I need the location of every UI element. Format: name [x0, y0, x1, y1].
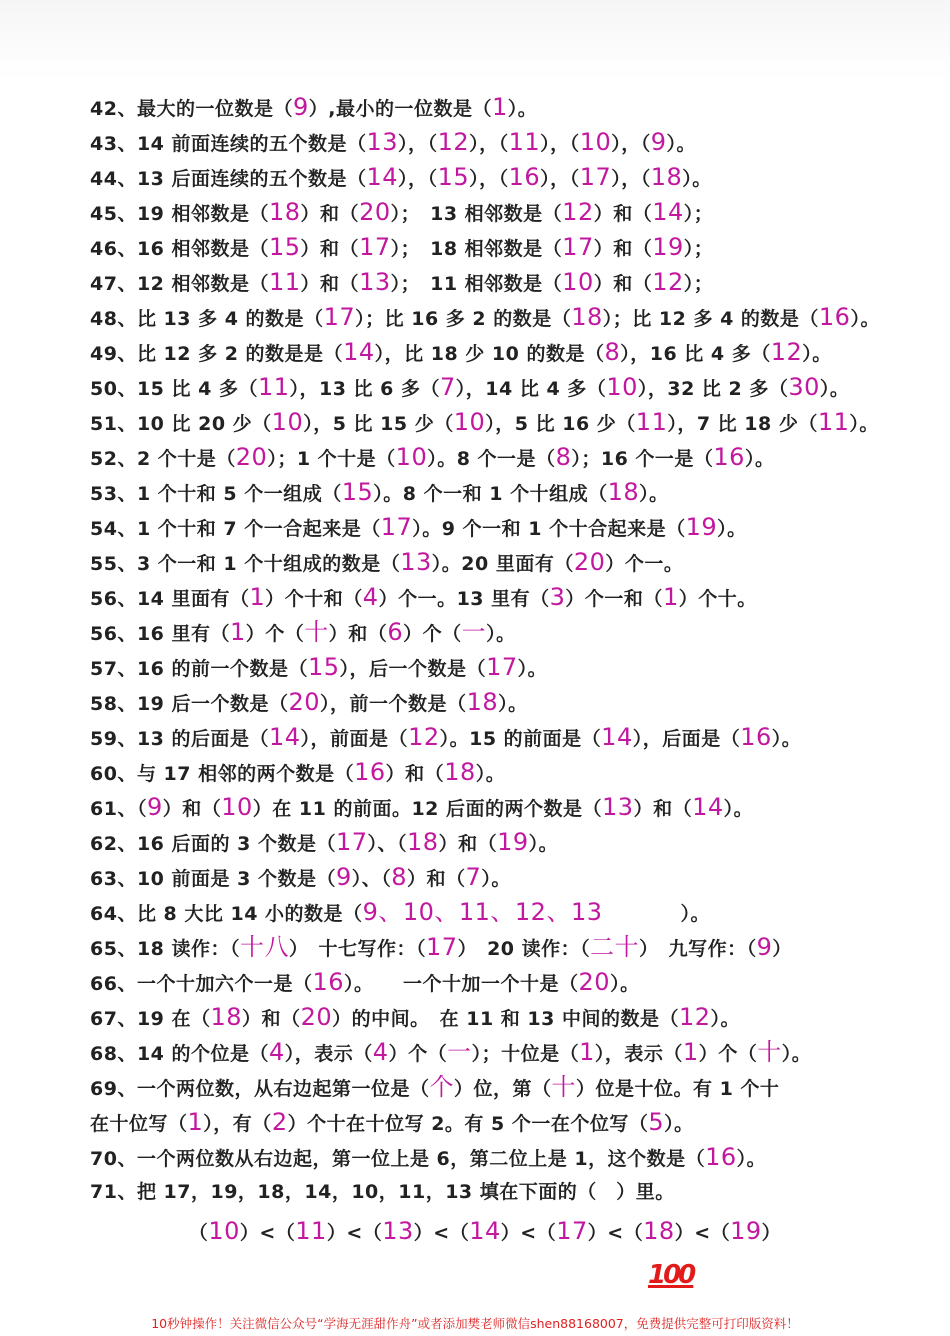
exercise-line — [90, 580, 880, 615]
handwritten-answer: 10 — [271, 408, 304, 436]
exercise-line — [90, 300, 880, 335]
handwritten-answer: 15 — [341, 478, 374, 506]
handwritten-answer: 3 — [549, 583, 566, 611]
exercise-line — [90, 965, 880, 1000]
handwritten-answer: 17 — [579, 163, 612, 191]
question-text: ），（ — [611, 168, 651, 190]
handwritten-answer: 10 — [395, 443, 428, 471]
handwritten-answer: 十 — [304, 618, 329, 646]
handwritten-answer: 10 — [562, 268, 594, 296]
question-text: ），14 比 4 多（ — [455, 378, 607, 400]
handwritten-answer: 19 — [730, 1217, 762, 1245]
question-text: ）。15 的前面是（ — [439, 728, 602, 750]
handwritten-answer: 6 — [387, 618, 404, 646]
question-text: ）和（ — [300, 238, 360, 260]
handwritten-answer: 13 — [382, 1217, 414, 1245]
question-text: ），32 比 2 多（ — [637, 378, 789, 400]
handwritten-answer: 14 — [366, 163, 399, 191]
question-text: ）个一。 — [605, 553, 684, 575]
question-text: 66、一个十加六个一是（ — [90, 973, 313, 995]
question-text: ）； — [683, 238, 714, 260]
question-text: ）<（ — [500, 1222, 557, 1244]
handwritten-answer: 13 — [602, 793, 634, 821]
handwritten-answer: 9 — [650, 128, 667, 156]
question-text: ）。 — [682, 168, 712, 190]
handwritten-answer: 14 — [469, 1217, 501, 1245]
handwritten-answer: 19 — [652, 233, 684, 261]
question-text: ），16 比 4 多（ — [620, 343, 771, 365]
question-text: ）。 一个十加一个十是（ — [344, 973, 579, 995]
handwritten-answer: 12 — [652, 268, 684, 296]
handwritten-answer: 12 — [770, 338, 803, 366]
handwritten-answer: 17 — [556, 1217, 588, 1245]
handwritten-answer: 14 — [692, 793, 724, 821]
question-text: ）。 — [666, 133, 697, 155]
handwritten-answer: 10 — [606, 373, 638, 401]
question-text: ），（ — [540, 168, 580, 190]
question-text: ）个（ — [403, 623, 462, 645]
handwritten-answer: 12 — [678, 1003, 711, 1031]
handwritten-answer: 17 — [335, 828, 368, 856]
question-text: 62、16 后面的 3 个数是（ — [90, 833, 336, 855]
question-text: ）；比 16 多 2 的数是（ — [355, 308, 572, 330]
question-text: ）。 — [819, 378, 850, 400]
handwritten-answer: 一 — [461, 618, 487, 646]
exercise-line — [90, 160, 880, 195]
question-text: ）和（ — [328, 623, 388, 645]
handwritten-answer: 个 — [429, 1073, 454, 1101]
question-text: ）；比 12 多 4 的数是（ — [602, 308, 819, 330]
handwritten-answer: 18 — [643, 1217, 675, 1245]
question-text: ）。 — [850, 308, 880, 330]
handwritten-answer: 11 — [295, 1217, 327, 1245]
question-text: 59、13 的后面是（ — [90, 728, 269, 750]
exercise-line — [90, 1140, 880, 1175]
question-text: ），13 比 6 多（ — [289, 378, 441, 400]
question-text: ）； — [683, 273, 714, 295]
question-text: ），5 比 15 少（ — [303, 413, 454, 435]
question-text: ），比 18 少 10 的数是（ — [374, 343, 605, 365]
handwritten-answer: 17 — [486, 653, 518, 681]
question-text: ）。 — [710, 1008, 741, 1030]
question-text: 56、14 里面有（ — [90, 588, 250, 610]
question-text: ）。8 个一是（ — [427, 448, 556, 470]
question-text: ）和（ — [300, 203, 360, 225]
question-text: ）位是十位。有 1 个十 — [575, 1078, 780, 1100]
question-text: ）。 — [639, 483, 669, 505]
question-text: ）。 — [723, 798, 754, 820]
question-text: ）和（ — [593, 238, 653, 260]
question-text: ）； 13 相邻数是（ — [390, 203, 563, 225]
question-text: ）；1 个十是（ — [267, 448, 396, 470]
exercise-line — [90, 125, 880, 160]
question-text: ）和（ — [633, 798, 693, 820]
handwritten-answer: 1 — [579, 1038, 595, 1066]
handwritten-answer: 18 — [466, 688, 499, 716]
question-text: ）个一。13 里有（ — [378, 588, 550, 610]
handwritten-answer: 10 — [579, 128, 612, 156]
handwritten-answer: 7 — [440, 373, 456, 401]
question-text: ）。 — [771, 728, 802, 750]
handwritten-answer: 18 — [269, 198, 301, 226]
question-text: ）在 11 的前面。12 后面的两个数是（ — [252, 798, 603, 820]
handwritten-answer: 19 — [685, 513, 718, 541]
handwritten-answer: 14 — [269, 723, 301, 751]
handwritten-answer: 7 — [465, 863, 482, 891]
handwritten-answer: 14 — [652, 198, 684, 226]
handwritten-answer: 11 — [508, 128, 541, 156]
handwritten-answer: 1 — [682, 1038, 699, 1066]
question-text: ），（ — [469, 133, 509, 155]
handwritten-answer: 一 — [447, 1038, 472, 1066]
exercise-line — [90, 860, 880, 895]
handwritten-answer: 18 — [607, 478, 640, 506]
handwritten-answer: 20 — [573, 548, 606, 576]
handwritten-answer: 11 — [817, 408, 850, 436]
question-text: ）的中间。 在 11 和 13 中间的数是（ — [332, 1008, 679, 1030]
question-text: 57、16 的前一个数是（ — [90, 658, 308, 680]
question-text: ），（ — [611, 133, 651, 155]
exercise-line — [90, 930, 880, 965]
question-text: （ — [188, 1222, 209, 1244]
exercise-line — [90, 720, 880, 755]
question-text: ），后一个数是（ — [339, 658, 487, 680]
question-text: ）。 — [517, 658, 548, 680]
question-text: ）位，第（ — [453, 1078, 552, 1100]
question-text: 69、一个两位数，从右边起第一位是（ — [90, 1078, 430, 1100]
question-text: 63、10 前面是 3 个数是（ — [90, 868, 336, 890]
exercise-line — [90, 650, 880, 685]
exercise-line — [90, 90, 880, 125]
handwritten-answer: 30 — [788, 373, 820, 401]
question-text: 52、2 个十是（ — [90, 448, 236, 470]
question-text: ），前面是（ — [300, 728, 409, 750]
handwritten-answer: 17 — [359, 233, 391, 261]
handwritten-answer: 11 — [635, 408, 668, 436]
handwritten-answer: 4 — [362, 583, 379, 611]
handwritten-answer: 8 — [555, 443, 572, 471]
handwritten-answer: 20 — [359, 198, 391, 226]
exercise-line — [90, 195, 880, 230]
handwritten-answer: 20 — [300, 1003, 333, 1031]
exercise-line — [90, 1035, 880, 1070]
exercise-line — [90, 405, 880, 440]
question-text: 65、18 读作：（ — [90, 938, 240, 960]
question-text: ），5 比 16 少（ — [485, 413, 636, 435]
question-text: ）。 — [744, 448, 775, 470]
question-text: ）。 — [507, 98, 538, 120]
question-text: ）。9 个一和 1 个十合起来是（ — [412, 518, 686, 540]
question-text: 56、16 里有（ — [90, 623, 230, 645]
question-text: ）。 — [528, 833, 559, 855]
question-text: ）和（ — [300, 273, 360, 295]
handwritten-answer: 11 — [269, 268, 301, 296]
exercise-line — [90, 370, 880, 405]
question-text: ）。8 个一和 1 个十组成（ — [373, 483, 608, 505]
handwritten-answer: 18 — [407, 828, 439, 856]
handwritten-answer: 十八 — [240, 933, 289, 961]
handwritten-answer: 1 — [249, 583, 266, 611]
handwritten-answer: 9 — [292, 93, 309, 121]
question-text: ）。 — [664, 1113, 694, 1135]
handwritten-answer: 13 — [359, 268, 391, 296]
question-text: 48、比 13 多 4 的数是（ — [90, 308, 324, 330]
question-text: ）； 11 相邻数是（ — [390, 273, 563, 295]
question-text: ），（ — [398, 168, 438, 190]
handwritten-answer: 14 — [601, 723, 633, 751]
handwritten-answer: 1 — [187, 1108, 204, 1136]
handwritten-answer: 1 — [662, 583, 679, 611]
handwritten-answer: 13 — [400, 548, 432, 576]
question-text: ）个（ — [388, 1043, 448, 1065]
exercise-line — [90, 790, 880, 825]
question-text: 61、（ — [90, 798, 147, 820]
question-text: ） — [772, 938, 792, 960]
handwritten-answer: 18 — [210, 1003, 243, 1031]
question-text: ）。 — [849, 413, 879, 435]
question-text: 67、19 在（ — [90, 1008, 211, 1030]
handwritten-answer: 二十 — [590, 933, 640, 961]
handwritten-answer: 10 — [208, 1217, 240, 1245]
handwritten-answer: 19 — [497, 828, 529, 856]
handwritten-answer: 18 — [650, 163, 683, 191]
question-text: ）、（ — [351, 868, 392, 890]
handwritten-answer: 9、10、11、12、13 — [362, 898, 603, 926]
exercise-line — [90, 265, 880, 300]
exercise-line — [90, 545, 880, 580]
question-text: 64、比 8 大比 14 小的数是（ — [90, 903, 363, 925]
handwritten-answer: 17 — [426, 933, 458, 961]
handwritten-answer: 17 — [380, 513, 413, 541]
question-text: 55、3 个一和 1 个十组成的数是（ — [90, 553, 401, 575]
question-text: ）和（ — [385, 763, 445, 785]
question-text: 43、14 前面连续的五个数是（ — [90, 133, 367, 155]
question-text: ） — [761, 1222, 782, 1244]
question-text: ）。 — [486, 623, 516, 645]
question-text: 70、一个两位数从右边起，第一位上是 6，第二位上是 1，这个数是（ — [90, 1148, 706, 1170]
question-text: ）个十在十位写 2。有 5 个一在个位写（ — [287, 1113, 649, 1135]
question-text: ），前一个数是（ — [320, 693, 467, 715]
question-text: ）个（ — [245, 623, 305, 645]
handwritten-answer: 4 — [269, 1038, 285, 1066]
question-text: ）。 — [610, 973, 640, 995]
handwritten-answer: 15 — [437, 163, 470, 191]
question-text: ）； 18 相邻数是（ — [390, 238, 563, 260]
question-text: ）； — [683, 203, 714, 225]
question-text: 71、把 17，19，18，14，10，11，13 填在下面的（ ）里。 — [90, 1181, 675, 1203]
question-text: ）。 — [602, 903, 711, 925]
exercise-line — [90, 615, 880, 650]
question-text: 46、16 相邻数是（ — [90, 238, 269, 260]
handwritten-answer: 12 — [562, 198, 594, 226]
exercise-list — [90, 90, 880, 1249]
question-text: ）。 — [802, 343, 832, 365]
handwritten-answer: 20 — [578, 968, 611, 996]
exercise-line — [90, 440, 880, 475]
question-text: ）<（ — [413, 1222, 470, 1244]
exercise-line — [90, 1105, 880, 1140]
handwritten-answer: 9 — [335, 863, 352, 891]
handwritten-answer: 16 — [508, 163, 541, 191]
question-text: 49、比 12 多 2 的数是是（ — [90, 343, 344, 365]
question-text: ）；十位是（ — [471, 1043, 580, 1065]
question-text: 53、1 个十和 5 个一组成（ — [90, 483, 342, 505]
question-text: ）个一和（ — [565, 588, 663, 610]
question-text: ），（ — [540, 133, 580, 155]
question-text: 68、14 的个位是（ — [90, 1043, 269, 1065]
question-text: ），后面是（ — [632, 728, 741, 750]
question-text: ） 九写作：（ — [639, 938, 757, 960]
question-text: ）。 — [498, 693, 528, 715]
question-text: 在十位写（ — [90, 1113, 188, 1135]
exercise-line — [90, 335, 880, 370]
handwritten-answer: 10 — [221, 793, 253, 821]
question-text: ）。 — [717, 518, 747, 540]
hundred-points-icon: 100 — [648, 1260, 694, 1290]
exercise-line — [90, 895, 880, 930]
question-text: ），（ — [469, 168, 509, 190]
handwritten-answer: 11 — [257, 373, 290, 401]
question-text: ）和（ — [162, 798, 222, 820]
handwritten-answer: 1 — [230, 618, 246, 646]
question-text: ）和（ — [593, 273, 653, 295]
question-text: 51、10 比 20 少（ — [90, 413, 272, 435]
handwritten-answer: 16 — [354, 758, 386, 786]
handwritten-answer: 17 — [323, 303, 356, 331]
exercise-line — [90, 510, 880, 545]
handwritten-answer: 1 — [491, 93, 508, 121]
handwritten-answer: 8 — [391, 863, 408, 891]
question-text: ）和（ — [438, 833, 498, 855]
handwritten-answer: 14 — [343, 338, 375, 366]
question-text: ）<（ — [239, 1222, 296, 1244]
footer-notice: 10秒钟操作！关注微信公众号“学海无涯甜作舟”或者添加樊老师微信shen88168007，免费提供完整可打印版资料！ — [151, 1316, 799, 1331]
question-text: ）和（ — [407, 868, 466, 890]
handwritten-answer: 13 — [366, 128, 399, 156]
question-text: ）。20 里面有（ — [431, 553, 574, 575]
question-text: ）个十。 — [678, 588, 757, 610]
handwritten-answer: 5 — [648, 1108, 665, 1136]
handwritten-answer: 18 — [571, 303, 603, 331]
question-text: ），有（ — [203, 1113, 272, 1135]
handwritten-answer: 16 — [740, 723, 772, 751]
handwritten-answer: 8 — [604, 338, 621, 366]
handwritten-answer: 十 — [757, 1038, 782, 1066]
ordering-answer-line — [90, 1214, 880, 1249]
exercise-line — [90, 230, 880, 265]
question-text: ）个（ — [698, 1043, 758, 1065]
question-text: ）。 — [475, 763, 506, 785]
handwritten-answer: 20 — [235, 443, 268, 471]
handwritten-answer: 12 — [408, 723, 440, 751]
question-text: 47、12 相邻数是（ — [90, 273, 269, 295]
question-text: ）个十和（ — [265, 588, 363, 610]
handwritten-answer: 十 — [551, 1073, 576, 1101]
handwritten-answer: 18 — [444, 758, 476, 786]
handwritten-answer: 4 — [372, 1038, 389, 1066]
question-text: ）<（ — [674, 1222, 731, 1244]
question-text: ）,最小的一位数是（ — [308, 98, 492, 120]
question-text: 45、19 相邻数是（ — [90, 203, 269, 225]
handwritten-answer: 16 — [705, 1143, 737, 1171]
question-text: ）。 — [781, 1043, 812, 1065]
question-text: 60、与 17 相邻的两个数是（ — [90, 763, 355, 785]
question-text: ） 十七写作：（ — [289, 938, 427, 960]
handwritten-answer: 9 — [146, 793, 163, 821]
handwritten-answer: 15 — [308, 653, 340, 681]
question-text: ）。 — [736, 1148, 767, 1170]
question-text: 50、15 比 4 多（ — [90, 378, 258, 400]
question-text: ），表示（ — [594, 1043, 683, 1065]
exercise-line — [90, 1175, 880, 1210]
exercise-line — [90, 755, 880, 790]
handwritten-answer: 10 — [453, 408, 486, 436]
question-text: ）<（ — [326, 1222, 383, 1244]
handwritten-answer: 2 — [271, 1108, 288, 1136]
handwritten-answer: 9 — [756, 933, 773, 961]
handwritten-answer: 15 — [269, 233, 301, 261]
question-text: ） 20 读作：（ — [457, 938, 591, 960]
question-text: ）、（ — [367, 833, 408, 855]
question-text: ）<（ — [587, 1222, 644, 1244]
question-text: ），表示（ — [284, 1043, 373, 1065]
question-text: ）和（ — [242, 1008, 301, 1030]
question-text: ）；16 个一是（ — [571, 448, 714, 470]
exercise-line — [90, 1000, 880, 1035]
handwritten-answer: 16 — [713, 443, 745, 471]
question-text: ）和（ — [593, 203, 653, 225]
handwritten-answer: 16 — [818, 303, 851, 331]
question-text: ），（ — [398, 133, 438, 155]
handwritten-answer: 17 — [562, 233, 594, 261]
handwritten-answer: 20 — [288, 688, 321, 716]
question-text: 54、1 个十和 7 个一合起来是（ — [90, 518, 381, 540]
exercise-line — [90, 825, 880, 860]
exercise-line — [90, 475, 880, 510]
handwritten-answer: 16 — [312, 968, 344, 996]
handwritten-answer: 12 — [437, 128, 470, 156]
question-text: ）。 — [481, 868, 511, 890]
exercise-line — [90, 1070, 880, 1105]
question-text: 58、19 后一个数是（ — [90, 693, 289, 715]
question-text: 42、最大的一位数是（ — [90, 98, 293, 120]
question-text: 44、13 后面连续的五个数是（ — [90, 168, 367, 190]
question-text: ），7 比 18 少（ — [667, 413, 818, 435]
exercise-line — [90, 685, 880, 720]
